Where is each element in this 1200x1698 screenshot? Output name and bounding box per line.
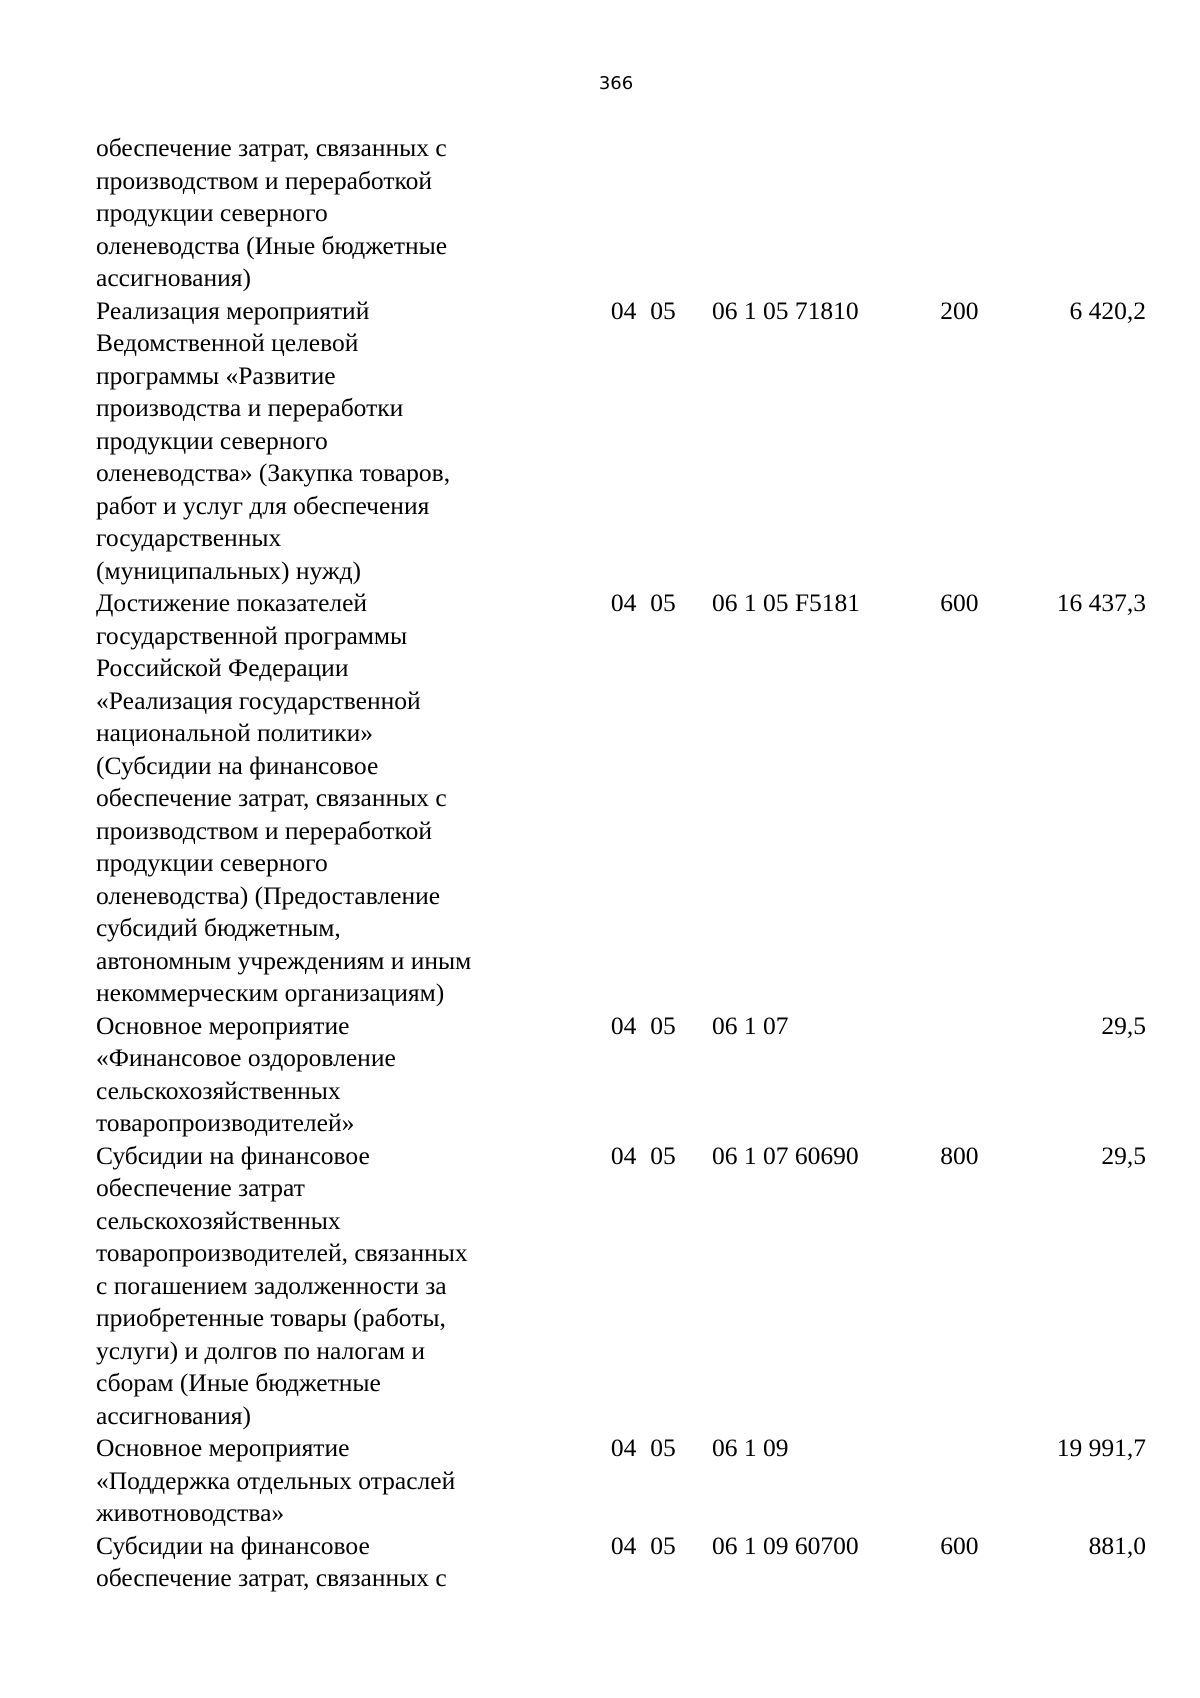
row-description: Основное мероприятие «Поддержка отдельных отраслей животноводства» [96,1433,456,1527]
row-section-code: 04 [610,295,637,325]
row-amount: 29,5 [1101,1010,1147,1040]
row-amount: 19 991,7 [1056,1433,1147,1462]
table-row [96,132,1146,295]
row-section-code: 04 [610,1140,637,1170]
row-subsection-code: 05 [650,588,676,617]
table-row [96,1010,1146,1140]
row-target-article-code: 06 1 07 [711,1010,789,1040]
row-expense-type-code: 200 [940,295,979,325]
row-section-code: 04 [610,1433,637,1462]
row-amount: 29,5 [1101,1140,1147,1170]
row-target-article-code: 06 1 05 71810 [711,295,859,325]
row-description: Основное мероприятие «Финансовое оздоровление сельскохозяйственных товаропроизводителей» [96,1010,396,1137]
page-number: 366 [598,73,634,94]
row-section-code: 04 [610,1530,637,1560]
table-row [96,1432,1146,1530]
row-subsection-code: 05 [650,1140,676,1170]
row-target-article-code: 06 1 09 [711,1433,789,1462]
row-target-article-code: 06 1 05 F5181 [711,588,860,617]
table-row [96,1140,1146,1433]
budget-table [96,132,1146,1595]
row-amount: 16 437,3 [1056,588,1147,617]
table-row [96,1530,1146,1595]
row-description: Субсидии на финансовое обеспечение затрат, связанных с [96,1530,447,1592]
row-target-article-code: 06 1 07 60690 [711,1140,859,1170]
row-expense-type-code: 600 [940,1530,979,1560]
row-subsection-code: 05 [650,1530,676,1560]
row-section-code: 04 [610,588,637,617]
row-amount: 6 420,2 [1069,295,1147,325]
row-target-article-code: 06 1 09 60700 [711,1530,859,1560]
row-description: Достижение показателей государственной программы Российской Федерации «Реализация государственной национальной политики» (Субсидии на финансовое обеспечение затрат, связанных с производством и переработкой продукции северного оленеводства) (Предоставление субсидий бюджетным, автономным учреждениям и иным некоммерческим организациям) [96,588,472,1007]
row-subsection-code: 05 [650,1010,676,1040]
row-description: Реализация мероприятий Ведомственной целевой программы «Развитие производства и переработки продукции северного оленеводства» (Закупка товаров, работ и услуг для обеспечения государственных (муниципальных) нужд) [96,295,451,585]
row-amount: 881,0 [1088,1530,1147,1560]
table-row [96,587,1146,1010]
row-section-code: 04 [610,1010,637,1040]
row-subsection-code: 05 [650,1433,676,1462]
row-expense-type-code: 800 [940,1140,979,1170]
row-subsection-code: 05 [650,295,676,325]
table-row [96,295,1146,588]
row-description: обеспечение затрат, связанных с производством и переработкой продукции северного оленеводства (Иные бюджетные ассигнования) [96,133,448,292]
row-expense-type-code: 600 [940,588,979,617]
row-description: Субсидии на финансовое обеспечение затрат сельскохозяйственных товаропроизводителей, связанных с погашением задолженности за приобретенные товары (работы, услуги) и долгов по налогам и сборам (Иные бюджетные ассигнования) [96,1140,468,1430]
